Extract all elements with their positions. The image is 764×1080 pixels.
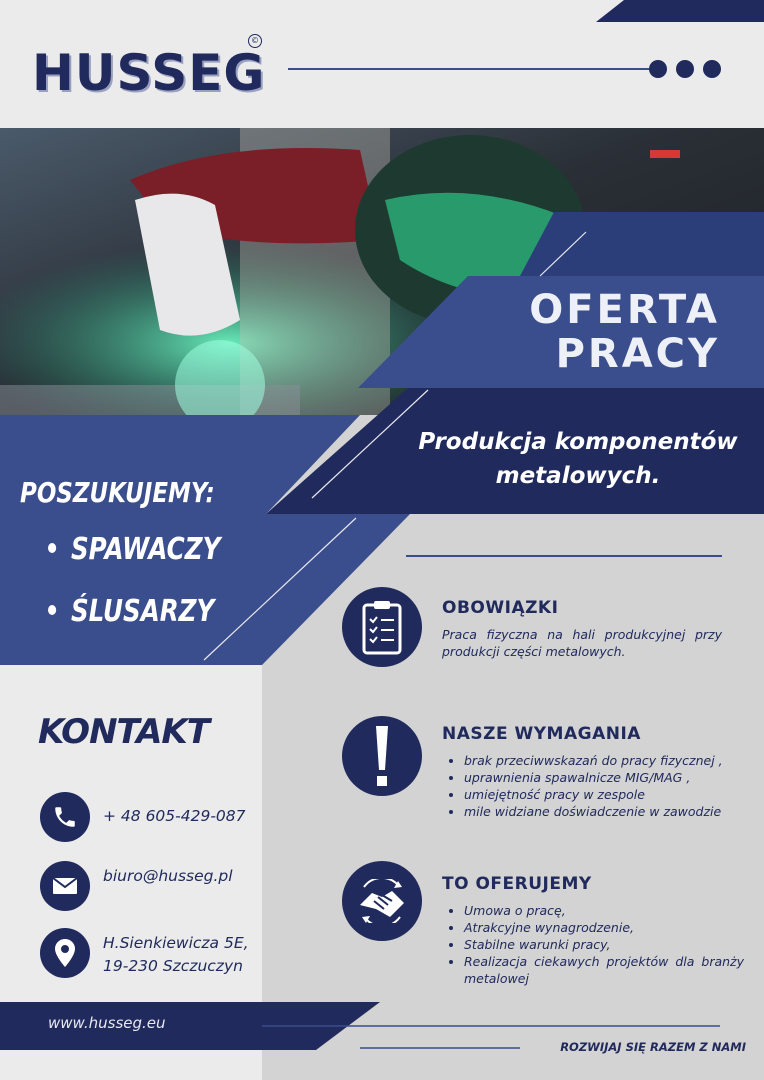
clipboard-icon xyxy=(342,587,422,667)
seeking-title: POSZUKUJEMY: xyxy=(20,476,215,509)
seeking-item: SPAWACZY xyxy=(48,532,220,567)
contact-phone[interactable]: + 48 605-429-087 xyxy=(103,807,246,825)
list-item: • Umowa o pracę, xyxy=(464,902,744,919)
phone-icon xyxy=(40,792,90,842)
contact-email[interactable]: biuro@husseg.pl xyxy=(103,867,233,885)
requirements-list xyxy=(442,752,744,820)
handshake-icon xyxy=(342,861,422,941)
requirements-title: NASZE WYMAGANIA xyxy=(442,724,641,744)
footer-slogan: ROZWIJAJ SIĘ RAZEM Z NAMI xyxy=(560,1040,746,1054)
offer-title-line1: OFERTA xyxy=(529,287,720,333)
contact-address-line2: 19-230 Szczuczyn xyxy=(103,957,243,975)
seeking-item: ŚLUSARZY xyxy=(48,594,214,629)
offer-subtitle: Produkcja komponentów metalowych. xyxy=(418,429,738,489)
duties-text: Praca fizyczna na hali produkcyjnej przy produkcji części metalowych. xyxy=(442,627,722,659)
offer-title-line2: PRACY xyxy=(555,331,720,377)
location-icon xyxy=(40,928,90,978)
list-item: • Atrakcyjne wynagrodzenie, xyxy=(464,919,744,936)
brand-logo: HUSSEG xyxy=(32,44,266,102)
list-item: • mile widziane doświadczenie w zawodzie xyxy=(464,803,744,820)
list-item: • brak przeciwwskazań do pracy fizycznej , xyxy=(464,752,744,769)
copyright-mark: © xyxy=(248,34,262,48)
list-item: • uprawnienia spawalnicze MIG/MAG , xyxy=(464,769,744,786)
list-item: • Stabilne warunki pracy, xyxy=(464,936,744,953)
duties-title: OBOWIĄZKI xyxy=(442,598,559,618)
mail-icon xyxy=(40,861,90,911)
offer-title xyxy=(470,288,720,376)
contact-address-line1: H.Sienkiewicza 5E, xyxy=(103,934,249,952)
website-link[interactable]: www.husseg.eu xyxy=(48,1014,166,1032)
contact-address xyxy=(103,932,249,978)
list-item: • umiejętność pracy w zespole xyxy=(464,786,744,803)
benefits-title: TO OFERUJEMY xyxy=(442,874,592,894)
exclamation-icon xyxy=(342,716,422,796)
contact-title: KONTAKT xyxy=(38,712,209,752)
list-item: • Realizacja ciekawych projektów dla branży metalowej xyxy=(464,953,744,987)
benefits-list xyxy=(442,902,744,987)
